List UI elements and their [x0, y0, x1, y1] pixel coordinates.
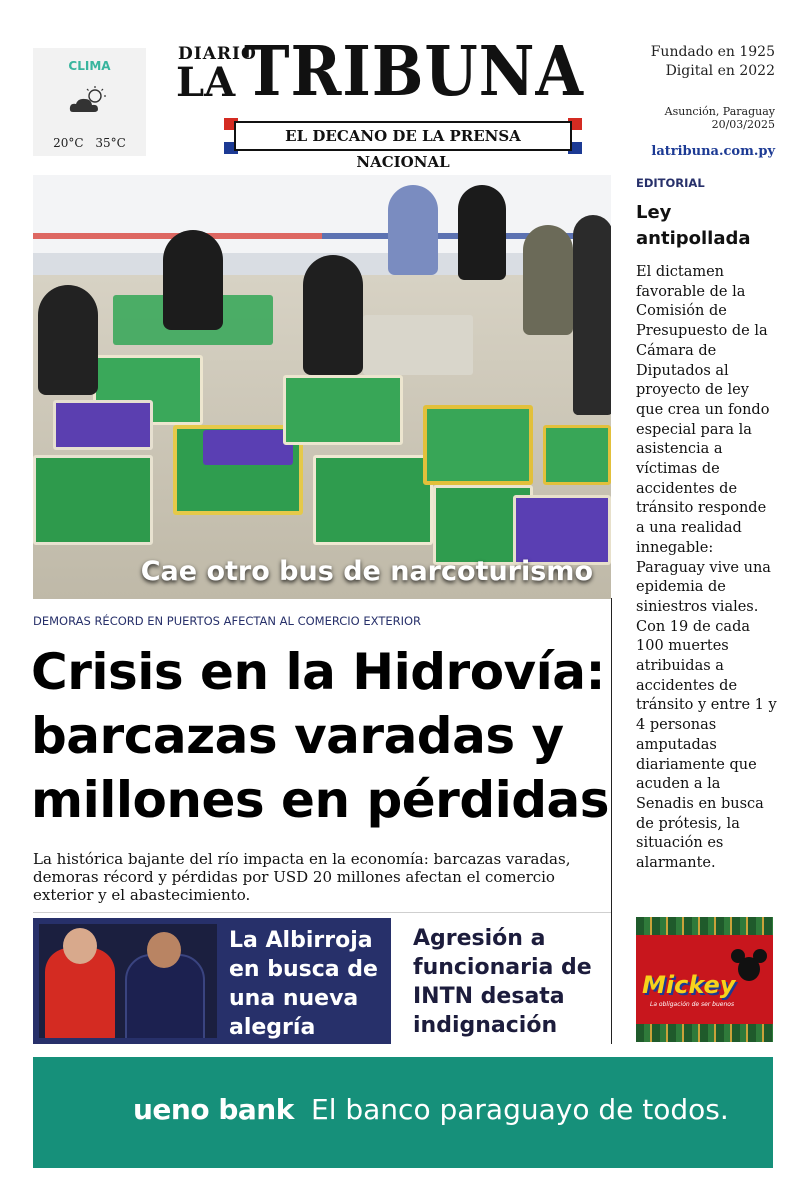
site-link[interactable]: latribuna.com.py	[651, 144, 775, 159]
mickey-brand: Mickey	[642, 971, 736, 999]
weather-label: CLIMA	[68, 59, 111, 73]
photo-package	[513, 495, 611, 565]
temp-min: 20°C	[53, 136, 84, 150]
hero-caption[interactable]: Cae otro bus de narcoturismo	[140, 556, 593, 587]
edition-meta	[625, 43, 775, 159]
slogan-band	[224, 118, 582, 171]
photo-package	[423, 405, 533, 485]
weather-widget	[33, 48, 146, 156]
garland-decoration	[636, 1024, 773, 1042]
partly-cloudy-icon	[67, 86, 111, 116]
logo-diario: DIARIO	[178, 44, 257, 64]
digital-text: Digital en 2022	[665, 63, 775, 79]
albirroja-headline[interactable]: La Albirroja en busca de una nueva alegría	[229, 928, 378, 1040]
date-text: 20/03/2025	[711, 118, 775, 131]
garland-decoration	[636, 917, 773, 935]
photo-person	[388, 185, 438, 275]
photo-person	[458, 185, 506, 280]
photo-person	[303, 255, 363, 375]
photo-wall-stripe	[33, 233, 611, 239]
masthead-slogan: EL DECANO DE LA PRENSA NACIONAL	[234, 121, 572, 151]
editorial-body: El dictamen favorable de la Comisión de Presupuesto de la Cámara de Diputados al proyecto de ley que crea un fondo especial para la asistencia a víctimas de accidentes de tránsito responde a una realidad innegable: Paraguay vive una epidemia de siniestros viales. Con 19 de cada 100 muertes atribuidas a accidentes de tránsito y entre 1 y 4 personas amputadas diariamente que acuden a la Senadis en busca de prótesis, la situación es alarmante.	[636, 264, 777, 872]
photo-person	[523, 225, 573, 335]
editorial-kicker: EDITORIAL	[636, 176, 705, 190]
player-head	[147, 932, 181, 968]
photo-package	[313, 455, 433, 545]
albirroja-story[interactable]	[33, 918, 391, 1044]
photo-person	[573, 215, 611, 415]
photo-package	[363, 315, 473, 375]
editorial-title[interactable]: Ley antipollada	[636, 202, 751, 249]
photo-person	[38, 285, 98, 395]
photo-package	[53, 400, 153, 450]
albirroja-photo	[39, 924, 217, 1038]
mickey-ears-icon	[731, 949, 767, 983]
photo-package	[543, 425, 611, 485]
hero-photo[interactable]	[33, 175, 611, 599]
main-lede: La histórica bajante del río impacta en la economía: barcazas varadas, demoras récord y pérdidas por USD 20 millones afectan el comercio exterior y el abastecimiento.	[33, 850, 571, 904]
ad-brand: ueno bank	[133, 1093, 294, 1126]
photo-package	[283, 375, 403, 445]
temp-max: 35°C	[95, 136, 126, 150]
logo-la: LA	[176, 59, 236, 106]
masthead-logo[interactable]	[176, 32, 631, 171]
ueno-bank-ad[interactable]	[33, 1057, 773, 1168]
photo-person	[163, 230, 223, 330]
main-story-kicker: DEMORAS RÉCORD EN PUERTOS AFECTAN AL COMERCIO EXTERIOR	[33, 614, 422, 628]
founded-text: Fundado en 1925	[650, 44, 775, 60]
agresion-headline[interactable]: Agresión a funcionaria de INTN desata indignación	[413, 926, 592, 1038]
mickey-ad[interactable]	[636, 917, 773, 1042]
column-divider	[611, 598, 612, 1044]
photo-package	[203, 430, 293, 465]
ad-tagline: El banco paraguayo de todos.	[311, 1093, 729, 1126]
main-headline[interactable]: Crisis en la Hidrovía: barcazas varadas y millones en pérdidas	[31, 643, 610, 829]
photo-package	[33, 455, 153, 545]
logo-tribuna: TRIBUNA	[244, 32, 584, 112]
divider	[33, 912, 611, 913]
mickey-slogan: La obligación de ser buenos	[650, 1001, 735, 1008]
player-head	[63, 928, 97, 964]
location-text: Asunción, Paraguay	[664, 105, 775, 118]
weather-temps	[33, 136, 146, 150]
